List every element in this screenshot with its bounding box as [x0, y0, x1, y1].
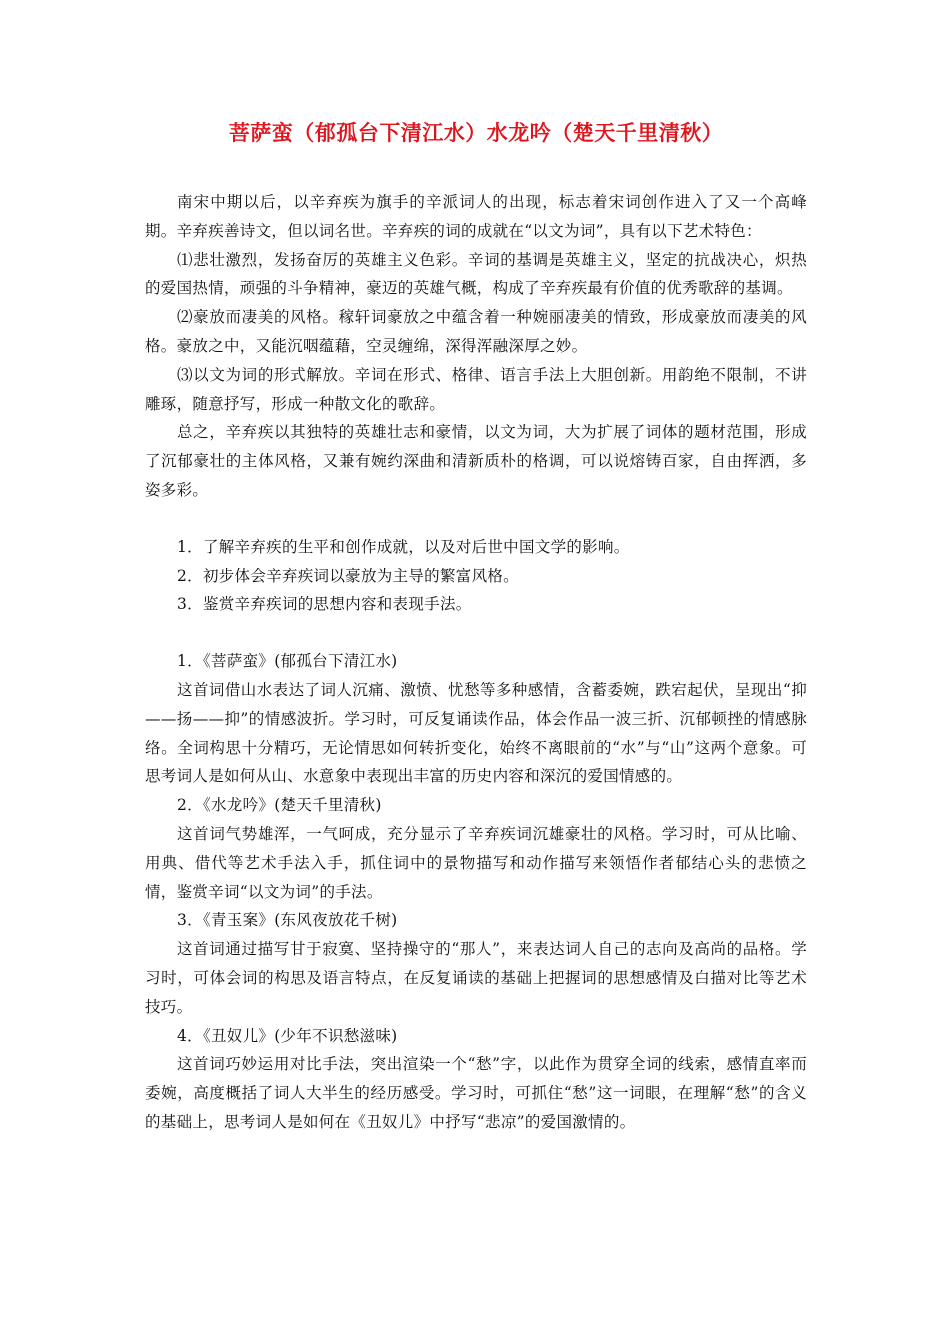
- intro-paragraph: 南宋中期以后，以辛弃疾为旗手的辛派词人的出现，标志着宋词创作进入了又一个高峰期。辛弃疾善诗文，但以词名世。辛弃疾的词的成就在“以文为词”，具有以下艺术特色：: [145, 193, 807, 240]
- intro-section: [145, 188, 807, 505]
- work-description: 这首词巧妙运用对比手法，突出渲染一个“愁”字，以此作为贯穿全词的线索，感情直率而委婉，高度概括了词人大半生的经历感受。学习时，可抓住“愁”这一词眼，在理解“愁”的含义的基础上，思考词人是如何在《丑奴儿》中抒写“悲凉”的爱国激情的。: [145, 1055, 807, 1131]
- section-gap: [145, 619, 807, 647]
- work-description: 这首词通过描写甘于寂寞、坚持操守的“那人”，来表达词人自己的志向及高尚的品格。学习时，可体会词的构思及语言特点，在反复诵读的基础上把握词的思想感情及白描对比等艺术技巧。: [145, 940, 807, 1016]
- work-heading: 1．《菩萨蛮》(郁孤台下清江水): [177, 652, 398, 671]
- feature-2-paragraph: ⑵豪放而凄美的风格。稼轩词豪放之中蕴含着一种婉丽凄美的情致，形成豪放而凄美的风格。豪放之中，又能沉咽蕴藉，空灵缠绵，深得浑融深厚之妙。: [145, 308, 807, 355]
- work-heading: 4．《丑奴儿》(少年不识愁滋味): [177, 1026, 398, 1045]
- goal-item: 1．了解辛弃疾的生平和创作成就，以及对后世中国文学的影响。: [177, 537, 630, 556]
- goal-item: 2．初步体会辛弃疾词以豪放为主导的繁富风格。: [177, 566, 519, 585]
- goals-section: [145, 533, 807, 619]
- summary-paragraph: 总之，辛弃疾以其独特的英雄壮志和豪情，以文为词，大为扩展了词体的题材范围，形成了沉郁豪壮的主体风格，又兼有婉约深曲和清新质朴的格调，可以说熔铸百家，自由挥洒，多姿多彩。: [145, 423, 807, 499]
- work-heading: 3．《青玉案》(东风夜放花千树): [177, 911, 398, 930]
- feature-3-paragraph: ⑶以文为词的形式解放。辛词在形式、格律、语言手法上大胆创新。用韵绝不限制，不讲雕琢，随意抒写，形成一种散文化的歌辞。: [145, 365, 807, 413]
- document-page: [145, 118, 807, 1137]
- work-heading: 2．《水龙吟》(楚天千里清秋): [177, 796, 382, 815]
- goal-item: 3．鉴赏辛弃疾词的思想内容和表现手法。: [177, 595, 472, 614]
- work-description: 这首词借山水表达了词人沉痛、激愤、忧愁等多种感情，含蓄委婉，跌宕起伏，呈现出“抑——扬——抑”的情感波折。学习时，可反复诵读作品，体会作品一波三折、沉郁顿挫的情感脉络。全词构思十分精巧，无论情思如何转折变化，始终不离眼前的“水”与“山”这两个意象。可思考词人是如何从山、水意象中表现出丰富的历史内容和深沉的爱国情感的。: [145, 680, 807, 786]
- document-title: 菩萨蛮（郁孤台下清江水）水龙吟（楚天千里清秋）: [228, 120, 724, 145]
- works-section: [145, 647, 807, 1137]
- feature-1-paragraph: ⑴悲壮激烈，发扬奋厉的英雄主义色彩。辛词的基调是英雄主义，坚定的抗战决心，炽热的爱国热情，顽强的斗争精神，豪迈的英雄气概，构成了辛弃疾最有价值的优秀歌辞的基调。: [145, 250, 807, 298]
- section-gap: [145, 505, 807, 533]
- work-description: 这首词气势雄浑，一气呵成，充分显示了辛弃疾词沉雄豪壮的风格。学习时，可从比喻、用典、借代等艺术手法入手，抓住词中的景物描写和动作描写来领悟作者郁结心头的悲愤之情，鉴赏辛词“以文为词”的手法。: [145, 824, 807, 901]
